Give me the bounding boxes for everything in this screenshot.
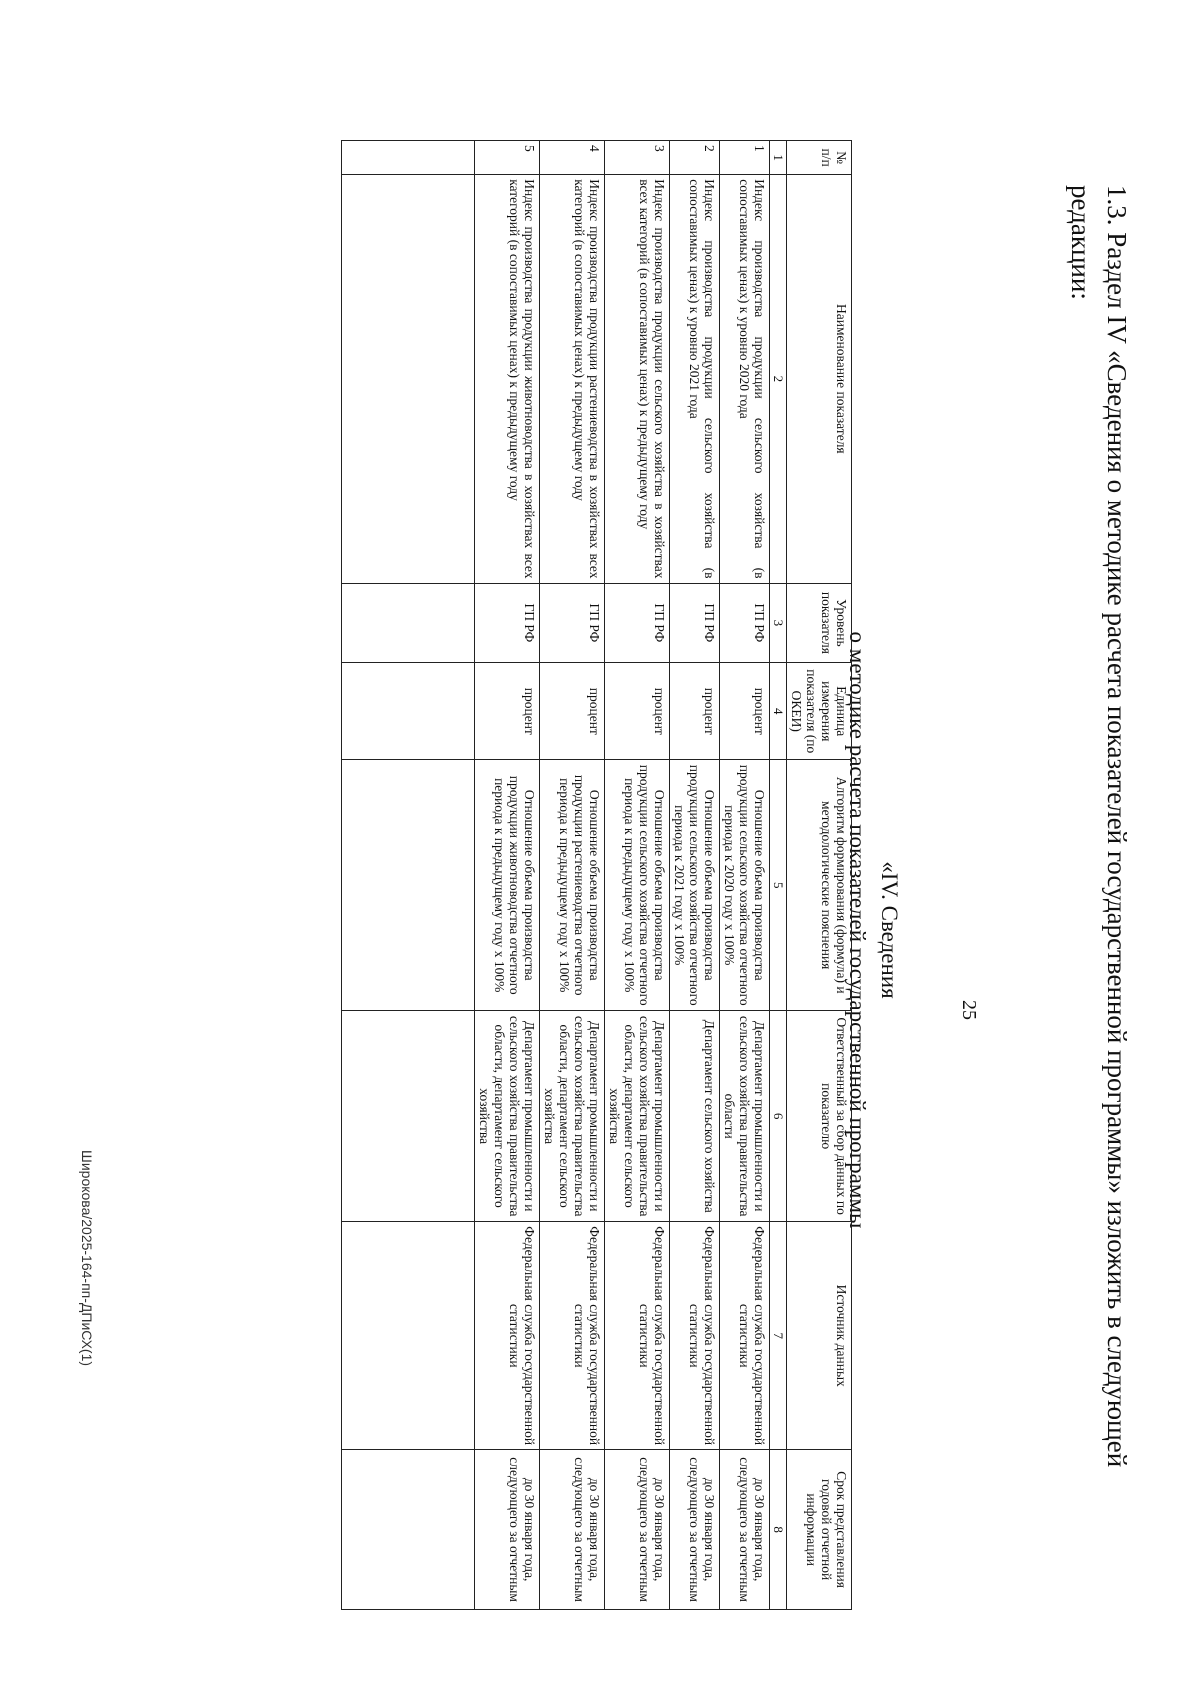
row-deadline: до 30 января года, следующего за отчетным [720,1450,770,1610]
header-unit: Единица измерения показателя (по ОКЕИ) [787,663,852,760]
table-row [540,141,605,1610]
row-level: ГП РФ [475,583,540,663]
row-responsible: Департамент промышленности и сельского хозяйства правительства области, департамент сельского хозяйства [605,1011,670,1222]
column-number: 8 [770,1450,787,1610]
row-num: 5 [475,141,540,175]
row-unit: процент [540,663,605,760]
row-deadline: до 30 января года, следующего за отчетным [605,1450,670,1610]
row-source: Федеральная служба государственной статистики [605,1222,670,1450]
column-number: 1 [770,141,787,175]
header-source: Источник данных [787,1222,852,1450]
row-algorithm: Отношение объема производства продукции животноводства отчетного периода к предыдущему году х 100% [475,760,540,1011]
row-level: ГП РФ [720,583,770,663]
page-number: 25 [958,1000,980,1020]
column-number: 2 [770,175,787,583]
row-name: Индекс производства продукции животноводства в хозяйствах всех категорий (в сопоставимых ценах) к предыдущему году [475,175,540,583]
table-row-empty [342,141,475,1610]
row-unit: процент [605,663,670,760]
header-deadline: Срок представления годовой отчетной информации [787,1450,852,1610]
header-num: № п/п [787,141,852,175]
document-code: Широкова/2025-164-пп-ДПиСХ(1) [79,1150,95,1367]
row-num: 1 [720,141,770,175]
table-title-line-2: о методике расчета показателей государственной программы [845,631,870,1229]
row-level: ГП РФ [540,583,605,663]
methodology-table [341,140,852,1610]
column-number-row [770,141,787,1610]
row-source: Федеральная служба государственной статистики [670,1222,720,1450]
section-heading: 1.3. Раздел IV «Сведения о методике расчета показателей государственной программы» изложить в следующей редакции: [1066,185,1132,1468]
row-name: Индекс производства продукции сельского хозяйства (в сопоставимых ценах) к уровню 2021 года [670,175,720,583]
row-algorithm: Отношение объема производства продукции сельского хозяйства отчетного периода к 2021 году х 100% [670,760,720,1011]
column-number: 4 [770,663,787,760]
row-responsible: Департамент промышленности и сельского хозяйства правительства области, департамент сельского хозяйства [540,1011,605,1222]
column-number: 6 [770,1011,787,1222]
row-unit: процент [720,663,770,760]
row-deadline: до 30 января года, следующего за отчетным [475,1450,540,1610]
row-name: Индекс производства продукции сельского хозяйства в хозяйствах всех категорий (в сопоставимых ценах) к предыдущему году [605,175,670,583]
table-row [670,141,720,1610]
row-level: ГП РФ [670,583,720,663]
row-source: Федеральная служба государственной статистики [720,1222,770,1450]
column-number: 7 [770,1222,787,1450]
table-row [605,141,670,1610]
row-name: Индекс производства продукции растениеводства в хозяйствах всех категорий (в сопоставимых ценах) к предыдущему году [540,175,605,583]
table-title-line-1: «IV. Сведения [877,861,902,999]
row-responsible: Департамент сельского хозяйства [670,1011,720,1222]
row-deadline: до 30 января года, следующего за отчетным [670,1450,720,1610]
row-source: Федеральная служба государственной статистики [540,1222,605,1450]
row-unit: процент [670,663,720,760]
row-algorithm: Отношение объема производства продукции сельского хозяйства отчетного периода к 2020 году х 100% [720,760,770,1011]
header-responsible: Ответственный за сбор данных по показателю [787,1011,852,1222]
row-algorithm: Отношение объема производства продукции сельского хозяйства отчетного периода к предыдущему году х 100% [605,760,670,1011]
column-number: 5 [770,760,787,1011]
row-algorithm: Отношение объема производства продукции растениеводства отчетного периода к предыдущему году х 100% [540,760,605,1011]
table-row [720,141,770,1610]
row-name: Индекс производства продукции сельского хозяйства (в сопоставимых ценах) к уровню 2020 года [720,175,770,583]
row-level: ГП РФ [605,583,670,663]
row-responsible: Департамент промышленности и сельского хозяйства правительства области, департамент сельского хозяйства [475,1011,540,1222]
row-num: 4 [540,141,605,175]
header-name: Наименование показателя [787,175,852,583]
row-num: 3 [605,141,670,175]
table-header-row [787,141,852,1610]
row-source: Федеральная служба государственной статистики [475,1222,540,1450]
table-row [475,141,540,1610]
header-algorithm: Алгоритм формирования (формула) и методологические пояснения [787,760,852,1011]
row-unit: процент [475,663,540,760]
row-deadline: до 30 января года, следующего за отчетным [540,1450,605,1610]
column-number: 3 [770,583,787,663]
header-level: Уровень показателя [787,583,852,663]
row-responsible: Департамент промышленности и сельского хозяйства правительства области [720,1011,770,1222]
row-num: 2 [670,141,720,175]
